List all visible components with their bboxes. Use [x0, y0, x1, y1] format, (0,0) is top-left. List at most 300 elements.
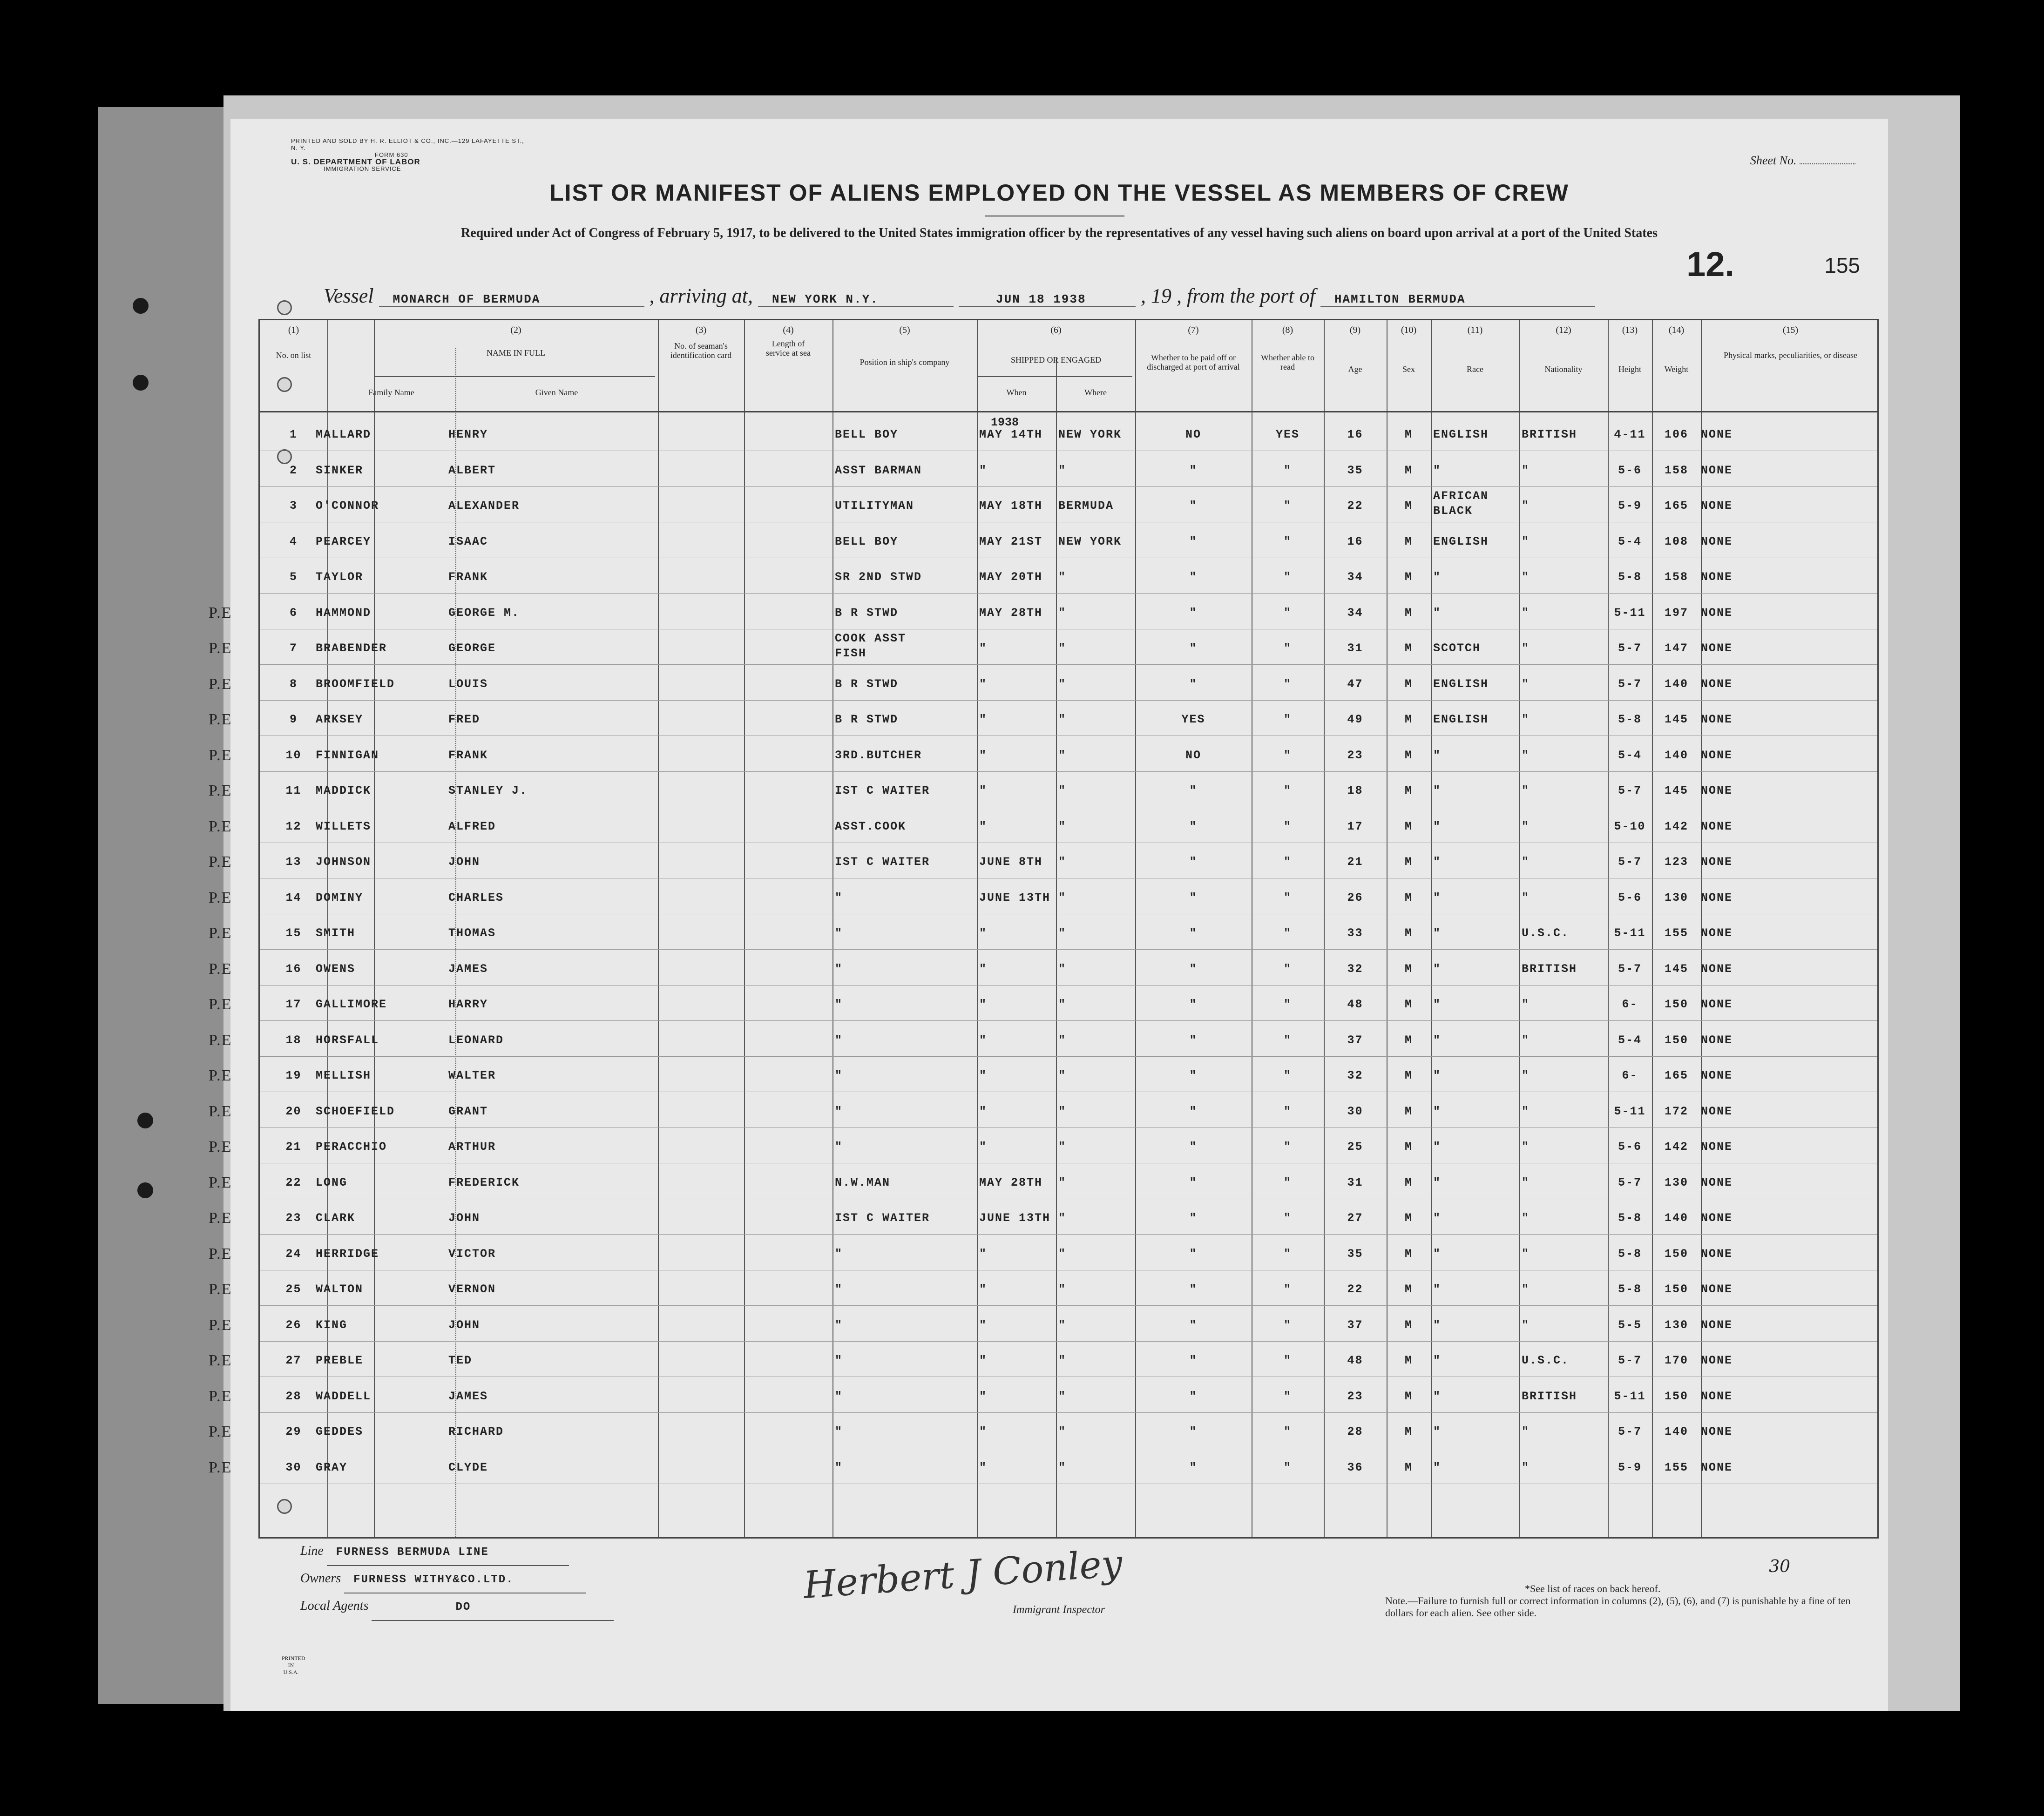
- cell-height: 5-6: [1618, 891, 1642, 905]
- cell-race: ": [1433, 1140, 1442, 1154]
- punch-hole: [277, 300, 292, 315]
- cell-marks: NONE: [1701, 1389, 1733, 1403]
- races-note: *See list of races on back hereof.: [1525, 1583, 1661, 1594]
- cell-age: 32: [1347, 962, 1363, 976]
- cell-where: ": [1058, 1175, 1067, 1189]
- cell-weight: 197: [1664, 606, 1688, 620]
- cell-paid: ": [1189, 677, 1198, 691]
- cell-race: ENGLISH: [1433, 534, 1489, 548]
- cell-given: GEORGE: [448, 641, 496, 655]
- cell-position: BELL BOY: [835, 428, 899, 441]
- cell-age: 28: [1347, 1425, 1363, 1438]
- table-row: [209, 1413, 1877, 1448]
- cell-family: PERACCHIO: [316, 1140, 387, 1154]
- cell-height: 5-11: [1614, 926, 1646, 940]
- cell-read: ": [1283, 1175, 1292, 1189]
- cell-height: 6-: [1622, 1069, 1638, 1082]
- cell-race: ": [1433, 855, 1442, 869]
- line-label: Line: [300, 1544, 324, 1558]
- cell-family: HERRIDGE: [316, 1247, 379, 1261]
- year-label: , 19: [1140, 284, 1171, 307]
- vessel-label: Vessel: [324, 284, 374, 307]
- cell-height: 5-10: [1614, 819, 1646, 833]
- cell-when: ": [979, 1389, 988, 1403]
- punch-hole: [137, 1182, 153, 1198]
- cell-race: ": [1433, 1247, 1442, 1261]
- cell-paid: ": [1189, 1283, 1198, 1296]
- cell-when: ": [979, 1033, 988, 1047]
- cell-nationality: ": [1522, 1140, 1530, 1154]
- table-row: [209, 1199, 1877, 1235]
- cell-weight: 145: [1664, 962, 1688, 976]
- cell-no: 4: [289, 534, 298, 548]
- form-number: FORM 630: [375, 151, 408, 158]
- cell-height: 5-4: [1618, 1033, 1642, 1047]
- cell-when: MAY 28TH: [979, 606, 1043, 620]
- cell-paid: ": [1189, 1247, 1198, 1261]
- col-header-sex: Sex: [1402, 365, 1415, 374]
- table-row: [209, 950, 1877, 986]
- cell-when: ": [979, 1460, 988, 1474]
- table-row: [209, 808, 1877, 843]
- cell-race: ": [1433, 606, 1442, 620]
- cell-weight: 150: [1664, 1283, 1688, 1296]
- arriving-label: , arriving at,: [649, 284, 753, 307]
- pe-annotation: P.E: [209, 1281, 232, 1298]
- cell-read: ": [1283, 1318, 1292, 1332]
- col-header-age: Age: [1348, 365, 1362, 374]
- cell-given: HARRY: [448, 998, 488, 1011]
- cell-family: CLARK: [316, 1211, 356, 1225]
- cell-given: THOMAS: [448, 926, 496, 940]
- cell-given: FRANK: [448, 748, 488, 762]
- cell-age: 35: [1347, 1247, 1363, 1261]
- cell-race: ": [1433, 1389, 1442, 1403]
- cell-weight: 142: [1664, 1140, 1688, 1154]
- pe-annotation: P.E: [209, 1138, 232, 1155]
- table-row: [260, 558, 1877, 594]
- cell-position: IST C WAITER: [835, 784, 930, 797]
- table-row: [209, 629, 1877, 665]
- cell-family: GRAY: [316, 1460, 348, 1474]
- col-header-service-length: Length of service at sea: [766, 339, 811, 358]
- cell-nationality: ": [1522, 499, 1530, 513]
- cell-sex: M: [1404, 1069, 1413, 1082]
- cell-when: ": [979, 713, 988, 726]
- cell-nationality: ": [1522, 1104, 1530, 1118]
- cell-height: 6-: [1622, 998, 1638, 1011]
- cell-read: ": [1283, 1283, 1292, 1296]
- cell-no: 28: [285, 1389, 302, 1403]
- cell-paid: ": [1189, 819, 1198, 833]
- table-row: [209, 1057, 1877, 1092]
- year-note: 1938: [991, 416, 1019, 429]
- cell-family: BROOMFIELD: [316, 677, 395, 691]
- cell-race: ": [1433, 784, 1442, 797]
- cell-family: MALLARD: [316, 428, 372, 441]
- cell-position: ASST BARMAN: [835, 463, 922, 477]
- cell-position: ASST.COOK: [835, 819, 907, 833]
- cell-family: BRABENDER: [316, 641, 387, 655]
- cell-given: LOUIS: [448, 677, 488, 691]
- cell-height: 5-5: [1618, 1318, 1642, 1332]
- cell-nationality: ": [1522, 891, 1530, 905]
- cell-sex: M: [1404, 641, 1413, 655]
- pe-annotation: P.E: [209, 675, 232, 693]
- cell-nationality: ": [1522, 570, 1530, 584]
- cell-race: ": [1433, 962, 1442, 976]
- cell-family: KING: [316, 1318, 348, 1332]
- cell-given: WALTER: [448, 1069, 496, 1082]
- cell-race: SCOTCH: [1433, 641, 1481, 655]
- table-row: [260, 452, 1877, 487]
- cell-height: 5-4: [1618, 534, 1642, 548]
- table-row: [209, 1270, 1877, 1306]
- cell-weight: 142: [1664, 819, 1688, 833]
- cell-no: 9: [289, 713, 298, 726]
- cell-position: ": [835, 1140, 843, 1154]
- cell-sex: M: [1404, 463, 1413, 477]
- cell-position: 3RD.BUTCHER: [835, 748, 922, 762]
- cell-paid: ": [1189, 534, 1198, 548]
- cell-sex: M: [1404, 1140, 1413, 1154]
- cell-marks: NONE: [1701, 891, 1733, 905]
- cell-race: ENGLISH: [1433, 677, 1489, 691]
- cell-sex: M: [1404, 1283, 1413, 1296]
- cell-height: 5-9: [1618, 499, 1642, 513]
- cell-when: ": [979, 1283, 988, 1296]
- cell-nationality: ": [1522, 1247, 1530, 1261]
- cell-sex: M: [1404, 428, 1413, 441]
- col-header-race: Race: [1467, 365, 1483, 374]
- col-header-physical-marks: Physical marks, peculiarities, or disease: [1724, 351, 1857, 360]
- cell-read: ": [1283, 1140, 1292, 1154]
- cell-weight: 170: [1664, 1354, 1688, 1367]
- cell-marks: NONE: [1701, 748, 1733, 762]
- cell-position: ": [835, 998, 843, 1011]
- cell-where: ": [1058, 463, 1067, 477]
- cell-sex: M: [1404, 855, 1413, 869]
- cell-read: ": [1283, 713, 1292, 726]
- cell-given: TED: [448, 1354, 473, 1367]
- cell-where: BERMUDA: [1058, 499, 1114, 513]
- cell-sex: M: [1404, 534, 1413, 548]
- cell-weight: 158: [1664, 570, 1688, 584]
- cell-where: ": [1058, 1211, 1067, 1225]
- cell-paid: ": [1189, 1033, 1198, 1047]
- cell-height: 5-11: [1614, 606, 1646, 620]
- col-num-2: (2): [510, 325, 521, 335]
- cell-no: 26: [285, 1318, 302, 1332]
- col-header-given-name: Given Name: [535, 388, 578, 397]
- cell-when: MAY 18TH: [979, 499, 1043, 513]
- cell-sex: M: [1404, 499, 1413, 513]
- cell-weight: 140: [1664, 677, 1688, 691]
- cell-given: FREDERICK: [448, 1175, 520, 1189]
- pe-annotation: P.E: [209, 1245, 232, 1262]
- cell-position: BELL BOY: [835, 534, 899, 548]
- table-row: [209, 772, 1877, 807]
- cell-age: 30: [1347, 1104, 1363, 1118]
- cell-where: ": [1058, 606, 1067, 620]
- cell-no: 2: [289, 463, 298, 477]
- cell-read: ": [1283, 748, 1292, 762]
- cell-family: SINKER: [316, 463, 364, 477]
- cell-weight: 140: [1664, 1211, 1688, 1225]
- cell-where: ": [1058, 855, 1067, 869]
- cell-nationality: ": [1522, 1283, 1530, 1296]
- cell-when: JUNE 13TH: [979, 891, 1051, 905]
- cell-when: ": [979, 1425, 988, 1438]
- col-num-3: (3): [695, 325, 707, 335]
- cell-race: ": [1433, 1318, 1442, 1332]
- cell-nationality: ": [1522, 534, 1530, 548]
- cell-race: ENGLISH: [1433, 713, 1489, 726]
- cell-when: MAY 20TH: [979, 570, 1043, 584]
- cell-family: OWENS: [316, 962, 356, 976]
- inspector-label: Immigrant Inspector: [1013, 1604, 1105, 1616]
- cell-marks: NONE: [1701, 1104, 1733, 1118]
- cell-height: 5-7: [1618, 1175, 1642, 1189]
- cell-sex: M: [1404, 677, 1413, 691]
- cell-sex: M: [1404, 1318, 1413, 1332]
- cell-given: RICHARD: [448, 1425, 504, 1438]
- cell-height: 5-11: [1614, 1389, 1646, 1403]
- cell-when: ": [979, 819, 988, 833]
- cell-sex: M: [1404, 819, 1413, 833]
- cell-where: ": [1058, 819, 1067, 833]
- pe-annotation: P.E: [209, 1423, 232, 1440]
- cell-family: O'CONNOR: [316, 499, 379, 513]
- cell-family: GEDDES: [316, 1425, 364, 1438]
- cell-where: ": [1058, 1318, 1067, 1332]
- cell-read: ": [1283, 855, 1292, 869]
- cell-no: 27: [285, 1354, 302, 1367]
- cell-sex: M: [1404, 926, 1413, 940]
- cell-height: 5-7: [1618, 677, 1642, 691]
- pe-annotation: P.E: [209, 1209, 232, 1227]
- punch-hole: [133, 298, 149, 314]
- cell-nationality: ": [1522, 855, 1530, 869]
- cell-no: 19: [285, 1069, 302, 1082]
- cell-nationality: ": [1522, 677, 1530, 691]
- cell-marks: NONE: [1701, 606, 1733, 620]
- cell-no: 10: [285, 748, 302, 762]
- cell-height: 5-8: [1618, 1247, 1642, 1261]
- cell-read: ": [1283, 499, 1292, 513]
- cell-when: ": [979, 748, 988, 762]
- cell-paid: ": [1189, 1460, 1198, 1474]
- cell-height: 5-11: [1614, 1104, 1646, 1118]
- cell-read: ": [1283, 1354, 1292, 1367]
- cell-position: ": [835, 1460, 843, 1474]
- cell-race: ": [1433, 1175, 1442, 1189]
- cell-when: MAY 21ST: [979, 534, 1043, 548]
- cell-height: 4-11: [1614, 428, 1646, 441]
- cell-sex: M: [1404, 1175, 1413, 1189]
- cell-no: 12: [285, 819, 302, 833]
- cell-age: 26: [1347, 891, 1363, 905]
- agents-value: DO: [372, 1595, 614, 1621]
- cell-family: MELLISH: [316, 1069, 372, 1082]
- cell-sex: M: [1404, 1354, 1413, 1367]
- cell-paid: ": [1189, 962, 1198, 976]
- cell-where: ": [1058, 962, 1067, 976]
- cell-weight: 108: [1664, 534, 1688, 548]
- cell-no: 14: [285, 891, 302, 905]
- cell-given: JOHN: [448, 1318, 481, 1332]
- col-num-7: (7): [1188, 325, 1199, 335]
- table-row: [260, 487, 1877, 522]
- cell-age: 22: [1347, 499, 1363, 513]
- cell-position: IST C WAITER: [835, 855, 930, 869]
- pe-annotation: P.E: [209, 1174, 232, 1191]
- cell-height: 5-6: [1618, 1140, 1642, 1154]
- cell-weight: 130: [1664, 1318, 1688, 1332]
- cell-where: ": [1058, 1140, 1067, 1154]
- cell-read: ": [1283, 891, 1292, 905]
- cell-family: TAYLOR: [316, 570, 364, 584]
- handwritten-number: 12.: [1686, 245, 1734, 284]
- table-row: [209, 1342, 1877, 1377]
- cell-sex: M: [1404, 1425, 1413, 1438]
- cell-no: 8: [289, 677, 298, 691]
- table-row: [209, 1128, 1877, 1163]
- cell-weight: 165: [1664, 1069, 1688, 1082]
- pe-annotation: P.E: [209, 960, 232, 978]
- cell-sex: M: [1404, 1033, 1413, 1047]
- cell-weight: 150: [1664, 1247, 1688, 1261]
- cell-read: ": [1283, 641, 1292, 655]
- cell-read: ": [1283, 1069, 1292, 1082]
- cell-marks: NONE: [1701, 1354, 1733, 1367]
- cell-marks: NONE: [1701, 784, 1733, 797]
- cell-when: ": [979, 926, 988, 940]
- cell-given: JAMES: [448, 1389, 488, 1403]
- cell-family: SCHOEFIELD: [316, 1104, 395, 1118]
- cell-height: 5-8: [1618, 570, 1642, 584]
- cell-no: 16: [285, 962, 302, 976]
- cell-where: ": [1058, 1354, 1067, 1367]
- pe-annotation: P.E: [209, 604, 232, 621]
- cell-nationality: BRITISH: [1522, 962, 1577, 976]
- pe-annotation: P.E: [209, 1458, 232, 1476]
- arrival-port: NEW YORK N.Y.: [758, 292, 954, 307]
- cell-position: ": [835, 1069, 843, 1082]
- cell-where: ": [1058, 891, 1067, 905]
- cell-when: ": [979, 962, 988, 976]
- cell-when: ": [979, 1104, 988, 1118]
- cell-marks: NONE: [1701, 1069, 1733, 1082]
- owners-label: Owners: [300, 1571, 341, 1586]
- table-row: [209, 665, 1877, 701]
- cell-nationality: ": [1522, 1460, 1530, 1474]
- inspector-signature: Herbert J Conley: [802, 1541, 1124, 1607]
- cell-sex: M: [1404, 748, 1413, 762]
- cell-given: ARTHUR: [448, 1140, 496, 1154]
- cell-where: ": [1058, 641, 1067, 655]
- crew-table: [209, 319, 1879, 1539]
- cell-marks: NONE: [1701, 713, 1733, 726]
- cell-height: 5-4: [1618, 748, 1642, 762]
- cell-nationality: ": [1522, 713, 1530, 726]
- cell-no: 23: [285, 1211, 302, 1225]
- manifest-sheet: [209, 119, 1888, 1711]
- cell-marks: NONE: [1701, 463, 1733, 477]
- cell-marks: NONE: [1701, 819, 1733, 833]
- cell-height: 5-7: [1618, 1354, 1642, 1367]
- cell-given: FRED: [448, 713, 481, 726]
- cell-where: ": [1058, 1283, 1067, 1296]
- cell-given: HENRY: [448, 428, 488, 441]
- col-num-12: (12): [1556, 325, 1571, 335]
- col-header-position: Position in ship's company: [860, 358, 950, 367]
- cell-no: 13: [285, 855, 302, 869]
- page-title: LIST OR MANIFEST OF ALIENS EMPLOYED ON THE VESSEL AS MEMBERS OF CREW: [549, 180, 1569, 206]
- cell-marks: NONE: [1701, 855, 1733, 869]
- cell-position: ": [835, 926, 843, 940]
- cell-paid: ": [1189, 1354, 1198, 1367]
- cell-nationality: ": [1522, 1069, 1530, 1082]
- pe-annotation: P.E: [209, 1031, 232, 1049]
- cell-when: ": [979, 463, 988, 477]
- cell-sex: M: [1404, 1104, 1413, 1118]
- vessel-footer: [300, 1539, 614, 1621]
- cell-weight: 140: [1664, 1425, 1688, 1438]
- table-row: [209, 986, 1877, 1021]
- cell-paid: ": [1189, 1425, 1198, 1438]
- cell-marks: NONE: [1701, 499, 1733, 513]
- cell-given: ALFRED: [448, 819, 496, 833]
- cell-nationality: U.S.C.: [1522, 926, 1570, 940]
- cell-position: ": [835, 1033, 843, 1047]
- cell-weight: 150: [1664, 1389, 1688, 1403]
- cell-position: N.W.MAN: [835, 1175, 891, 1189]
- pe-annotation: P.E: [209, 853, 232, 871]
- cell-age: 48: [1347, 998, 1363, 1011]
- cell-position: B R STWD: [835, 677, 899, 691]
- cell-family: GALLIMORE: [316, 998, 387, 1011]
- table-row: [209, 1093, 1877, 1128]
- cell-paid: ": [1189, 1104, 1198, 1118]
- cell-weight: 106: [1664, 428, 1688, 441]
- cell-race: ": [1433, 998, 1442, 1011]
- cell-race: AFRICAN BLACK: [1433, 489, 1489, 518]
- printer-imprint: [291, 137, 533, 172]
- cell-age: 25: [1347, 1140, 1363, 1154]
- cell-nationality: ": [1522, 1175, 1530, 1189]
- vessel-line: [324, 284, 1595, 308]
- cell-read: ": [1283, 1211, 1292, 1225]
- cell-weight: 155: [1664, 1460, 1688, 1474]
- cell-race: ": [1433, 926, 1442, 940]
- cell-sex: M: [1404, 713, 1413, 726]
- cell-read: ": [1283, 1247, 1292, 1261]
- cell-where: ": [1058, 1247, 1067, 1261]
- cell-no: 7: [289, 641, 298, 655]
- cell-where: ": [1058, 748, 1067, 762]
- col-header-when: When: [1006, 388, 1027, 397]
- cell-family: JOHNSON: [316, 855, 372, 869]
- cell-height: 5-9: [1618, 1460, 1642, 1474]
- printer-mark: PRINTED IN U.S.A.: [282, 1655, 305, 1675]
- agents-label: Local Agents: [300, 1599, 369, 1613]
- pe-annotation: P.E: [209, 1102, 232, 1120]
- pe-annotation: P.E: [209, 746, 232, 764]
- cell-height: 5-7: [1618, 1425, 1642, 1438]
- cell-marks: NONE: [1701, 1140, 1733, 1154]
- cell-given: ALBERT: [448, 463, 496, 477]
